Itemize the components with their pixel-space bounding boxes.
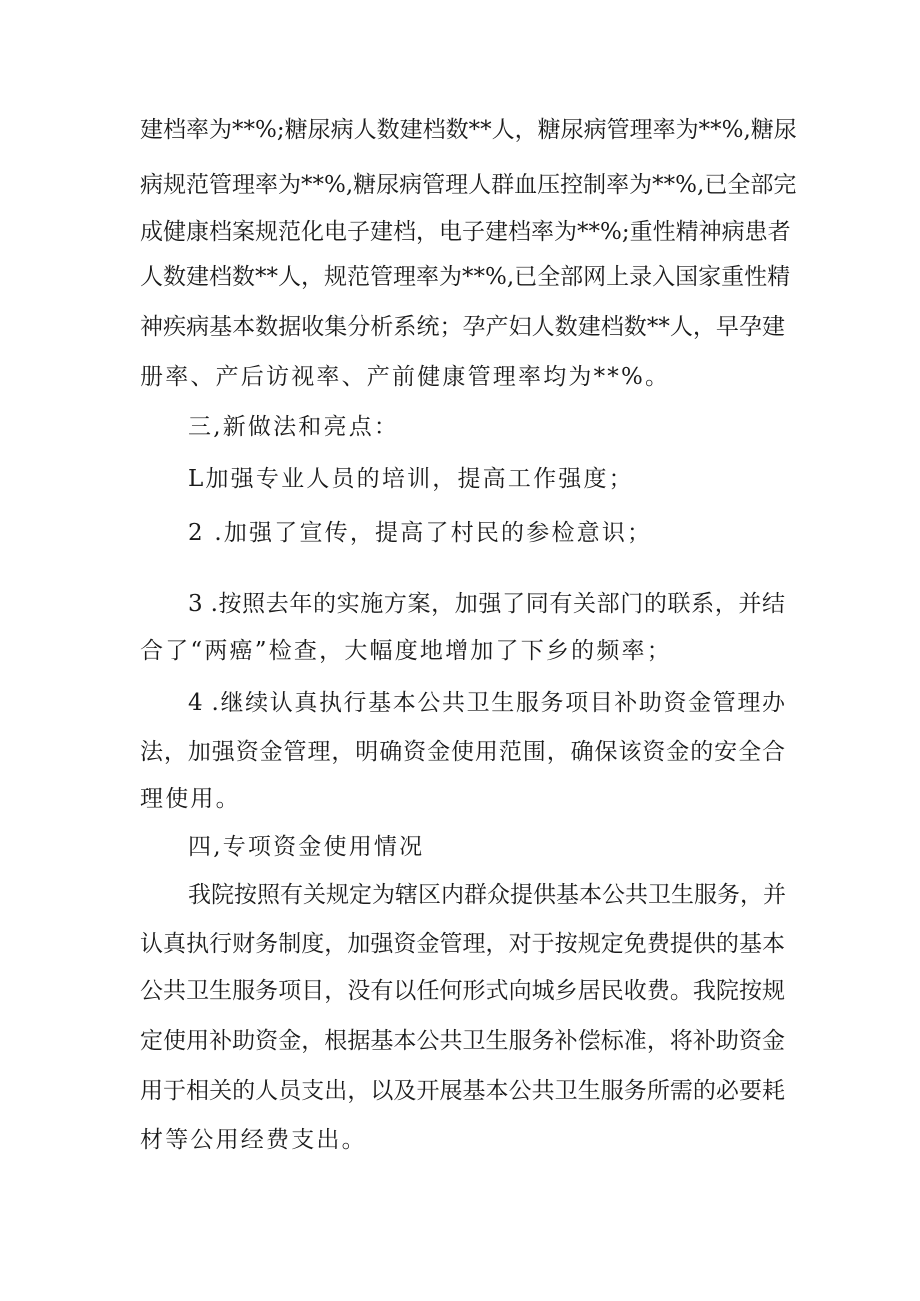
paragraph-line: 册率、产后访视率、产前健康管理率均为**%。 xyxy=(140,364,671,390)
section-4-body-line: 公共卫生服务项目，没有以任何形式向城乡居民收费。我院按规 xyxy=(140,978,785,1004)
section-4-body-line: 材等公用经费支出。 xyxy=(140,1127,367,1153)
section-3-item-1: L加强专业人员的培训，提高工作强度； xyxy=(188,466,634,492)
section-4-heading: 四,专项资金使用情况 xyxy=(188,834,425,860)
paragraph-line: 成健康档案规范化电子建档，电子建档率为**%;重性精神病患者 xyxy=(140,219,791,245)
section-3-heading: 三,新做法和亮点： xyxy=(188,414,400,440)
section-3-item-2: 2 .加强了宣传，提高了村民的参检意识； xyxy=(188,520,653,546)
section-3-item-3-line: 3 .按照去年的实施方案，加强了同有关部门的联系，并结 xyxy=(188,591,785,617)
section-4-body-line: 我院按照有关规定为辖区内群众提供基本公共卫生服务，并 xyxy=(188,882,786,908)
section-3-item-4-line: 4 .继续认真执行基本公共卫生服务项目补助资金管理办 xyxy=(188,690,785,716)
section-3-item-4-line: 法，加强资金管理，明确资金使用范围，确保该资金的安全合 xyxy=(140,739,785,765)
paragraph-line: 人数建档数**人，规范管理率为**%,已全部网上录入国家重性精 xyxy=(140,264,791,290)
paragraph-line: 建档率为**%;糖尿病人数建档数**人，糖尿病管理率为**%,糖尿 xyxy=(140,117,797,143)
section-3-item-4-line: 理使用。 xyxy=(140,786,241,812)
paragraph-line: 病规范管理率为**%,糖尿病管理人群血压控制率为**%,已全部完 xyxy=(140,172,797,198)
paragraph-line: 神疾病基本数据收集分析系统；孕产妇人数建档数**人，早孕建 xyxy=(140,314,785,340)
section-4-body-line: 用于相关的人员支出，以及开展基本公共卫生服务所需的必要耗 xyxy=(140,1078,785,1104)
section-4-body-line: 定使用补助资金，根据基本公共卫生服务补偿标准，将补助资金 xyxy=(140,1028,785,1054)
section-3-item-3-line: 合了“两癌”检查，大幅度地增加了下乡的频率； xyxy=(140,638,672,664)
section-4-body-line: 认真执行财务制度，加强资金管理，对于按规定免费提供的基本 xyxy=(140,931,785,957)
